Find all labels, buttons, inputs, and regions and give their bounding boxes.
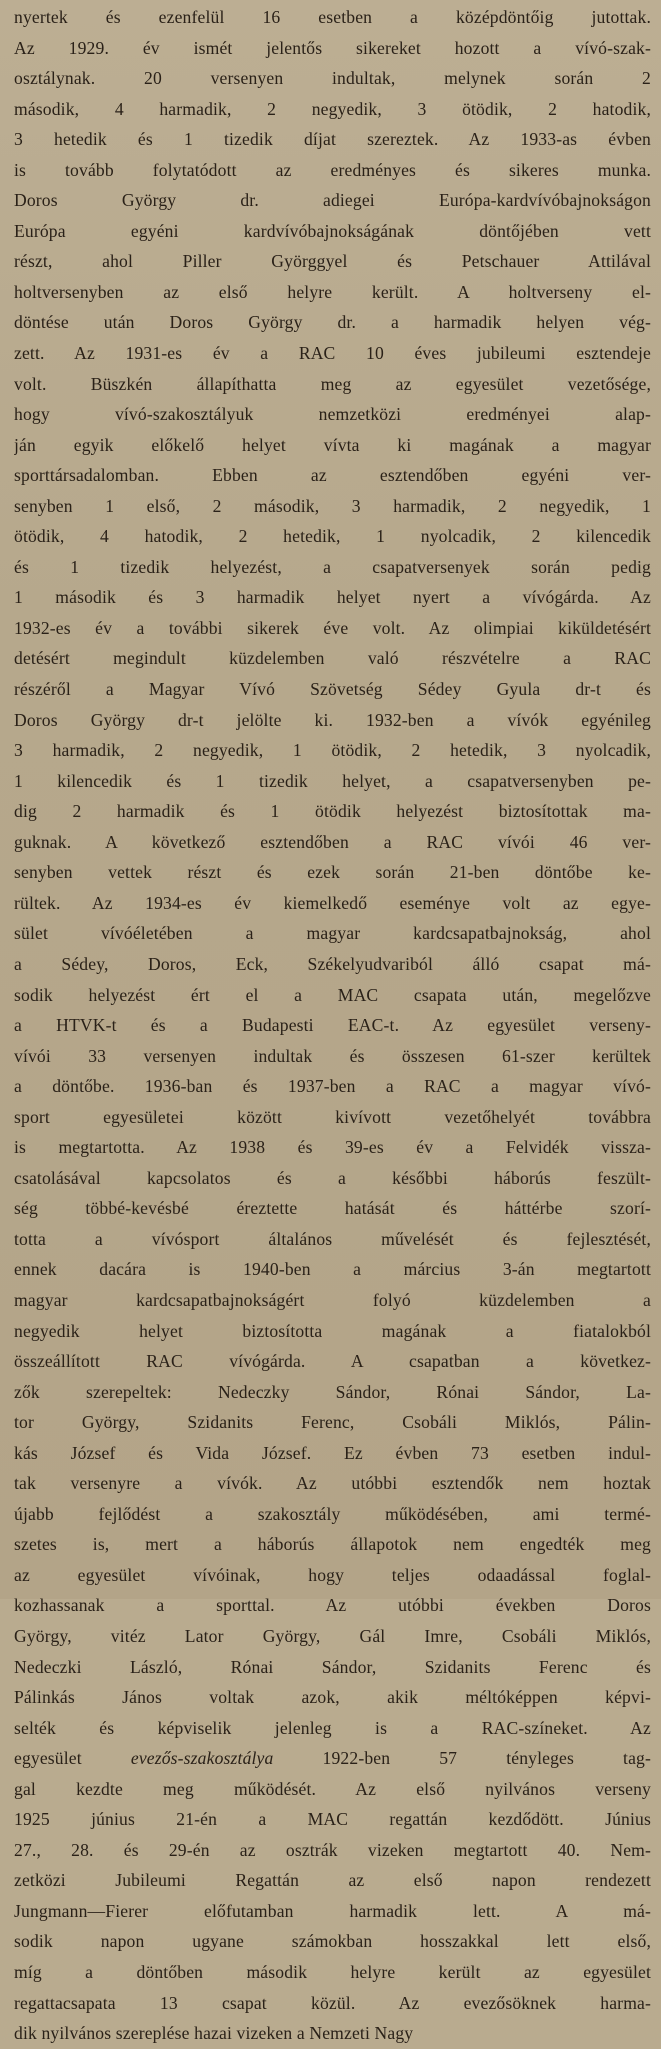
text-line: a Sédey, Doros, Eck, Székelyudvariból álló csapat má- [14, 953, 651, 974]
text-line: sület vívóéletében a magyar kardcsapatbajnokság, ahol [14, 923, 651, 944]
text-line: selték és képviselik jelenleg is a RAC-színeket. Az [14, 1717, 651, 1738]
text-line: összeállított RAC vívógárda. A csapatban a következ- [14, 1351, 651, 1372]
text-line: a HTVK-t és a Budapesti EAC-t. Az egyesület verseny- [14, 1015, 651, 1036]
text-line: osztálynak. 20 versenyen indultak, melynek során 2 [14, 68, 651, 89]
text-line: volt. Büszkén állapíthatta meg az egyesület vezetősége, [14, 373, 651, 394]
text-line: tor György, Szidanits Ferenc, Csobáli Miklós, Pálin- [14, 1412, 651, 1433]
text-line: döntése után Doros György dr. a harmadik helyen vég- [14, 312, 651, 333]
text-line: senyben vettek részt és ezek során 21-ben döntőbe ke- [14, 862, 651, 883]
text-line: zők szerepeltek: Nedeczky Sándor, Rónai Sándor, La- [14, 1381, 651, 1402]
text-line: ség többé-kevésbé éreztette hatását és háttérbe szorí- [14, 1198, 651, 1219]
text-line: Jungmann—Fierer előfutamban harmadik lett. A má- [14, 1900, 651, 1921]
text-line: második, 4 harmadik, 2 negyedik, 3 ötödik, 2 hatodik, [14, 98, 651, 119]
text-line: a döntőbe. 1936-ban és 1937-ben a RAC a magyar vívó- [14, 1076, 651, 1097]
text-line: Nedeczki László, Rónai Sándor, Szidanits Ferenc és [14, 1656, 651, 1677]
text-line: kozhassanak a sporttal. Az utóbbi években Doros [14, 1595, 651, 1616]
text-line: senyben 1 első, 2 második, 3 harmadik, 2 negyedik, 1 [14, 495, 651, 516]
text-line: Európa egyéni kardvívóbajnokságának döntőjében vett [14, 220, 651, 241]
text-line: Pálinkás János voltak azok, akik méltóképpen képvi- [14, 1687, 651, 1708]
text-line: zetközi Jubileumi Regattán az első napon rendezett [14, 1870, 651, 1891]
text-line: Doros György dr. adiegei Európa-kardvívóbajnokságon [14, 190, 651, 211]
text-line: detésért megindult küzdelemben való részvételre a RAC [14, 648, 651, 669]
text-line: csatolásával kapcsolatos és a későbbi háborús feszült- [14, 1167, 651, 1188]
text-line: ennek dacára is 1940-ben a március 3-án megtartott [14, 1259, 651, 1280]
text-line: újabb fejlődést a szakosztály működésében, ami termé- [14, 1503, 651, 1524]
text-line: szetes is, mert a háborús állapotok nem engedték meg [14, 1534, 651, 1555]
text-line: tak versenyre a vívók. Az utóbbi esztendők nem hoztak [14, 1473, 651, 1494]
text-line: az egyesület vívóinak, hogy teljes odaadással foglal- [14, 1564, 651, 1585]
text-line: regattacsapata 13 csapat közül. Az evezősöknek harma- [14, 1992, 651, 2013]
text-line: részéről a Magyar Vívó Szövetség Sédey Gyula dr-t és [14, 679, 651, 700]
text-line: sport egyesületei között kivívott vezetőhelyét továbbra [14, 1106, 651, 1127]
text-line: 27., 28. és 29-én az osztrák vizeken megtartott 40. Nem- [14, 1839, 651, 1860]
text-line: ötödik, 4 hatodik, 2 hetedik, 1 nyolcadik, 2 kilencedik [14, 526, 651, 547]
text-line: 1925 június 21-én a MAC regattán kezdődött. Június [14, 1809, 651, 1830]
text-line: György, vitéz Lator György, Gál Imre, Csobáli Miklós, [14, 1625, 651, 1646]
text-line: Doros György dr-t jelölte ki. 1932-ben a vívók egyénileg [14, 709, 651, 730]
text-line: sporttársadalomban. Ebben az esztendőben egyéni ver- [14, 465, 651, 486]
text-line: 1 második és 3 harmadik helyet nyert a vívógárda. Az [14, 587, 651, 608]
text-line: vívói 33 versenyen indultak és összesen 61-szer kerültek [14, 1045, 651, 1066]
text-line: is tovább folytatódott az eredményes és sikeres munka. [14, 159, 651, 180]
italic-phrase: evezős-szakosztálya [130, 1748, 274, 1769]
text-line: míg a döntőben második helyre került az egyesület [14, 1962, 651, 1982]
text-line: zett. Az 1931-es év a RAC 10 éves jubileumi esztendeje [14, 343, 651, 364]
text-line: guknak. A következő esztendőben a RAC vívói 46 ver- [14, 831, 651, 852]
text-line: 1932-es év a további sikerek éve volt. Az olimpiai kiküldetésért [14, 617, 651, 638]
text-line: sodik helyezést ért el a MAC csapata után, megelőzve [14, 984, 651, 1005]
text-line: ján egyik előkelő helyet vívta ki magának a magyar [14, 434, 651, 455]
text-line: gal kezdte meg működését. Az első nyilvános verseny [14, 1778, 651, 1799]
text-line: totta a vívósport általános művelését és fejlesztését, [14, 1228, 651, 1249]
text-line: és 1 tizedik helyezést, a csapatversenyek során pedig [14, 556, 651, 577]
text-line: sodik napon ugyane számokban hosszakkal lett első, [14, 1931, 651, 1952]
text-line: negyedik helyet biztosította magának a fiatalokból [14, 1320, 651, 1341]
text-line: 3 hetedik és 1 tizedik díjat szereztek. Az 1933-as évben [14, 129, 651, 150]
text-line: nyertek és ezenfelül 16 esetben a középdöntőig jutottak. [14, 7, 651, 27]
text-line: magyar kardcsapatbajnokságért folyó küzdelemben a [14, 1289, 651, 1310]
text-line: kás József és Vida József. Ez évben 73 esetben indul- [14, 1442, 651, 1463]
text-line: hogy vívó-szakosztályuk nemzetközi eredményei alap- [14, 404, 651, 425]
text-line: egyesület evezős-szakosztálya 1922-ben 57 tényleges tag- [14, 1748, 651, 1769]
text-line: is megtartotta. Az 1938 és 39-es év a Felvidék vissza- [14, 1137, 651, 1158]
text-line: részt, ahol Piller Györggyel és Petschauer Attilával [14, 251, 651, 272]
text-line: Az 1929. év ismét jelentős sikereket hozott a vívó-szak- [14, 37, 651, 58]
text-line: rültek. Az 1934-es év kiemelkedő eseménye volt az egye- [14, 892, 651, 913]
text-line: 1 kilencedik és 1 tizedik helyet, a csapatversenyben pe- [14, 770, 651, 791]
text-line: 3 harmadik, 2 negyedik, 1 ötödik, 2 hetedik, 3 nyolcadik, [14, 740, 651, 761]
text-line: dik nyilvános szereplése hazai vizeken a Nemzeti Nagy [14, 2023, 414, 2044]
text-line: holtversenyben az első helyre került. A holtverseny el- [14, 281, 651, 302]
text-line: dig 2 harmadik és 1 ötödik helyezést biztosítottak ma- [14, 801, 651, 822]
